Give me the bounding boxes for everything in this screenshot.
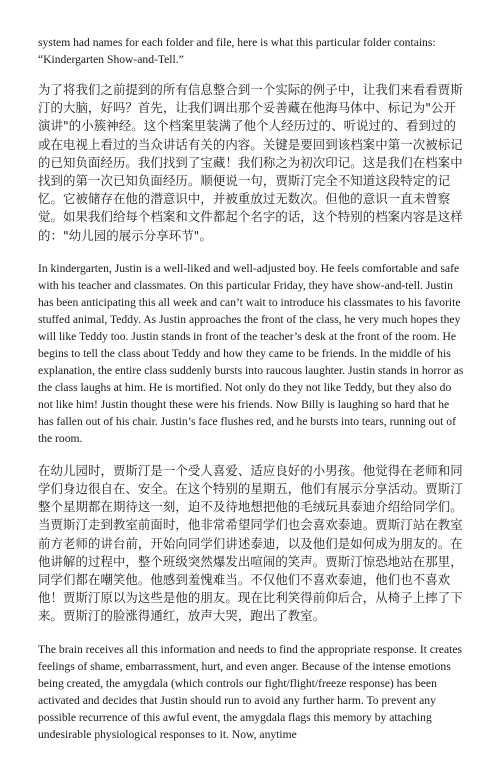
- paragraph-english-3: The brain receives all this information and needs to find the appropriate response. It creates feelings of shame, embarrassment, hurt, and even anger. Because of the intense emotions being created, the amygdala (which controls our fight/flight/freeze response) has been activated and decides that Justin should run to avoid any further harm. To prevent any possible recurrence of this awful event, the amygdala flags this memory by attaching undesirable physiological responses to it. Now, anytime: [38, 642, 462, 741]
- paragraph-chinese-2: 在幼儿园时，贾斯汀是一个受人喜爱、适应良好的小男孩。他觉得在老师和同学们身边很自在、安全。在这个特别的星期五，他们有展示分享活动。贾斯汀整个星期都在期待这一刻，迫不及待地想把他的毛绒玩具泰迪介绍给同学们。当贾斯汀走到教室前面时，他非常希望同学们也会喜欢泰迪。贾斯汀站在教室前方老师的讲台前，开始向同学们讲述泰迪，以及他们是如何成为朋友的。在他讲解的过程中，整个班级突然爆发出喧闹的笑声。贾斯汀惊恐地站在那里，同学们都在嘲笑他。他感到羞愧难当。不仅他们不喜欢泰迪，他们也不喜欢他！贾斯汀原以为这些是他的朋友。现在比利笑得前仰后合，从椅子上摔了下来。贾斯汀的脸涨得通红，放声大哭，跑出了教室。: [38, 462, 463, 624]
- paragraph-chinese-1: 为了将我们之前提到的所有信息整合到一个实际的例子中，让我们来看看贾斯汀的大脑，好吗？首先，让我们调出那个妥善藏在他海马体中、标记为"公开演讲"的小簇神经。这个档案里装满了他个人经历过的、听说过的、看到过的或在电视上看过的当众讲话有关的内容。关键是要回到该档案中第一次被标记的已知负面经历。我们找到了宝藏！我们称之为初次印记。这是我们在档案中找到的第一次已知负面经历。顺便说一句，贾斯汀完全不知道这段特定的记忆。它被储存在他的潜意识中，并被重放过无数次。但他的意识一直未曾察觉。如果我们给每个档案和文件都起个名字的话，这个特别的档案内容是这样的："幼儿园的展示分享环节"。: [38, 82, 463, 243]
- paragraph-english-2: In kindergarten, Justin is a well-liked and well-adjusted boy. He feels comfortable and safe with his teacher and classmates. On this particular Friday, they have show-and-tell. Justin has been anticipating this all week and can’t wait to introduce his classmates to his favorite stuffed animal, Teddy. As Justin approaches the front of the class, he very much hopes they will like Teddy too. Justin stands in front of the teacher’s desk at the front of the room. He begins to tell the class about Teddy and how they came to be friends. In the middle of his explanation, the entire class suddenly bursts into raucous laughter. Justin stands in horror as the class laughs at him. He is mortified. Not only do they not like Teddy, but they also do not like him! Justin thought these were his friends. Now Billy is laughing so hard that he has fallen out of his chair. Justin’s face flushes red, and he bursts into tears, running out of the room.: [38, 261, 464, 445]
- document-page: [38, 34, 466, 757]
- paragraph-english-1: system had names for each folder and file, here is what this particular folder contains: “Kindergarten Show-and-Tell.”: [38, 36, 436, 66]
